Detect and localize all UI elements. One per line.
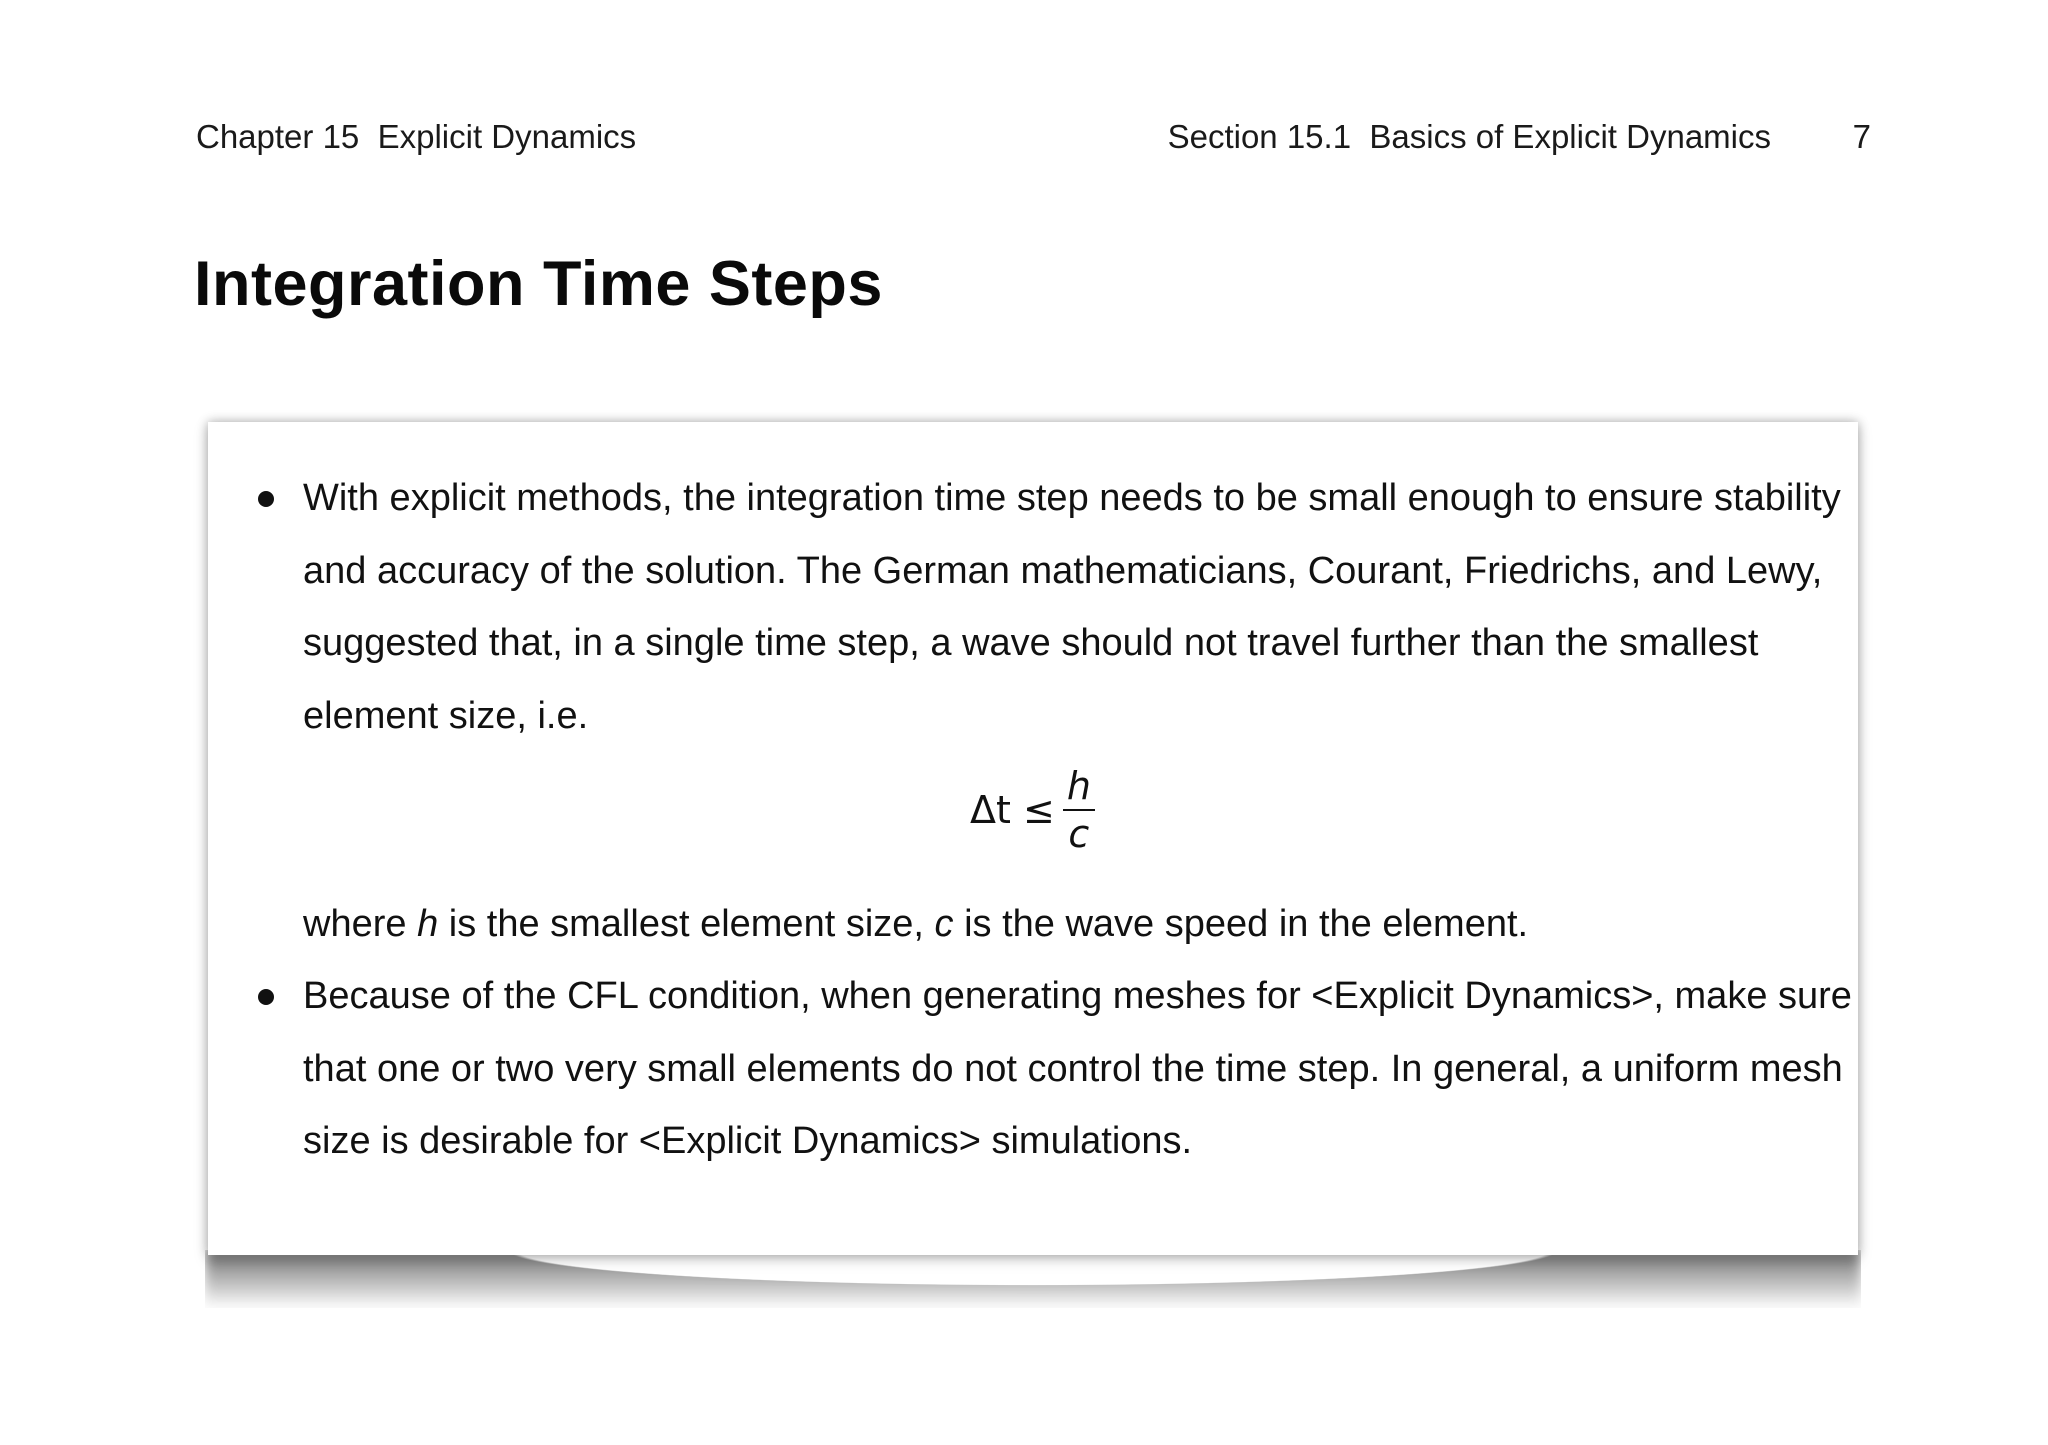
- bullet-dot-icon: [258, 989, 274, 1005]
- formula-fraction: [1063, 765, 1095, 855]
- where-text-2: is the smallest element size,: [438, 903, 935, 945]
- bullet-item-cfl-intro: [0, 462, 2048, 752]
- bullet-item-mesh-advice: [0, 960, 2048, 1178]
- formula-lhs: Δt ≤: [970, 788, 1055, 832]
- formula-explanation: [303, 888, 1528, 960]
- bullet-dot-icon: [258, 491, 274, 507]
- var-c: c: [934, 903, 954, 945]
- bullet-list: [0, 462, 2048, 752]
- chapter-label: Chapter 15 Explicit Dynamics: [196, 118, 637, 155]
- bullet-list-2: [0, 960, 2048, 1178]
- section-label: Section 15.1 Basics of Explicit Dynamics: [1167, 118, 1771, 155]
- bullet-text: With explicit methods, the integration time step needs to be small enough to ensure stability and accuracy of the solution. The German mathematicians, Courant, Friedrichs, and Lewy, suggested that, in a single time step, a wave should not travel further than the smallest element size, i.e.: [303, 477, 1841, 737]
- formula-denominator: c: [1068, 812, 1090, 856]
- var-h: h: [417, 903, 439, 945]
- bullet-text: Because of the CFL condition, when generating meshes for <Explicit Dynamics>, make sure that one or two very small elements do not control the time step. In general, a uniform mesh size is desirable for <Explicit Dynamics> simulations.: [303, 975, 1852, 1162]
- where-text-1: where: [303, 903, 418, 945]
- page-title: Integration Time Steps: [194, 249, 883, 319]
- page-number: 7: [1852, 118, 1871, 155]
- formula-numerator: h: [1063, 765, 1095, 811]
- cfl-formula: [970, 760, 1095, 860]
- card-curl-shadow: [205, 1250, 1861, 1308]
- page-header: [196, 118, 1871, 162]
- where-text-3: is the wave speed in the element.: [953, 903, 1529, 945]
